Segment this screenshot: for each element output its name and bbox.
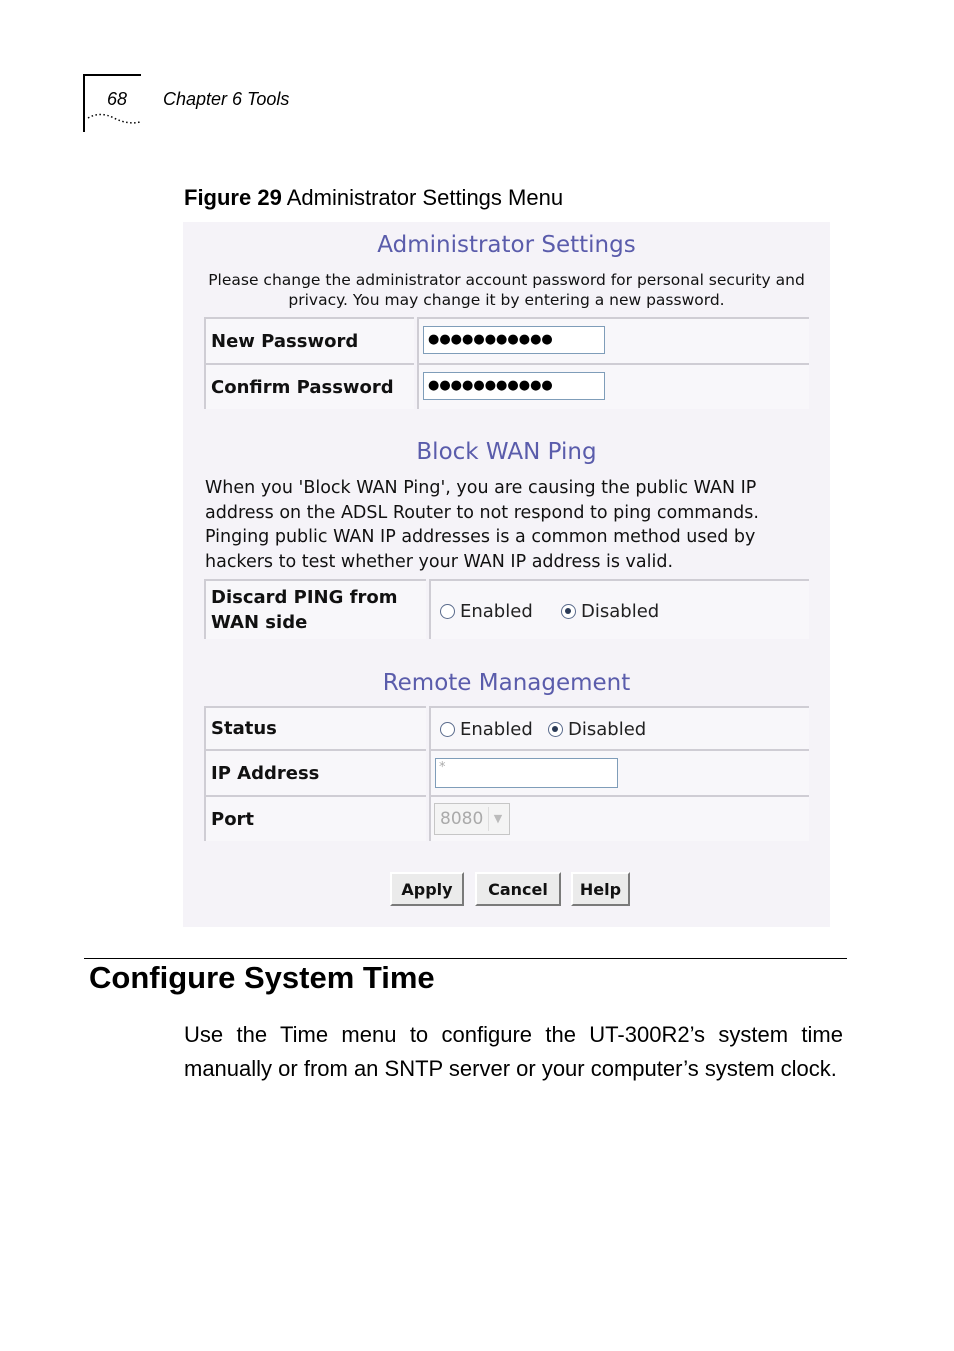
port-label: Port (204, 795, 426, 841)
label-line: Discard PING from (211, 587, 398, 608)
description-line: hackers to test whether your WAN IP address is valid. (205, 551, 674, 572)
status-row (204, 706, 809, 749)
apply-button[interactable]: Apply (390, 872, 464, 906)
remote-management-title: Remote Management (382, 670, 631, 696)
ping-enabled-radio[interactable] (440, 601, 533, 622)
radio-label: Disabled (581, 601, 660, 622)
admin-settings-panel (183, 222, 830, 927)
ip-address-input[interactable]: * (435, 758, 618, 788)
new-password-label: New Password (204, 317, 414, 363)
header-corner-line (83, 74, 85, 132)
block-wan-ping-title: Block WAN Ping (416, 439, 597, 465)
port-cell (429, 795, 809, 841)
ip-address-label: IP Address (204, 749, 426, 795)
discard-ping-label (204, 579, 426, 639)
status-cell (429, 706, 809, 749)
new-password-input[interactable]: ●●●●●●●●●●● (423, 326, 605, 354)
port-value: 8080 (440, 809, 484, 829)
new-password-cell (417, 317, 809, 363)
radio-selected-icon (561, 604, 576, 619)
section-body: Use the Time menu to configure the UT-300R2’s system time manually or from an SNTP server or your computer’s system clock. (184, 1022, 843, 1081)
figure-label: Figure 29 (184, 185, 282, 210)
port-row (204, 795, 809, 841)
description-line: Pinging public WAN IP addresses is a common method used by (205, 527, 756, 547)
radio-selected-icon (548, 722, 563, 737)
radio-label: Disabled (568, 719, 647, 740)
status-label: Status (204, 706, 426, 749)
admin-settings-description (183, 270, 830, 310)
radio-label: Enabled (460, 719, 533, 740)
figure-caption (184, 185, 563, 211)
new-password-row (204, 317, 809, 363)
description-line: privacy. You may change it by entering a new password. (288, 291, 725, 309)
ping-disabled-radio[interactable] (561, 601, 659, 622)
confirm-password-row (204, 363, 809, 409)
label-line: WAN side (211, 612, 308, 633)
radio-label: Enabled (460, 601, 533, 622)
chevron-down-icon: ▼ (488, 807, 507, 831)
ip-address-cell (429, 749, 809, 795)
port-select[interactable] (434, 803, 510, 835)
remote-disabled-radio[interactable] (548, 719, 646, 740)
description-line: When you 'Block WAN Ping', you are causing the public WAN IP (205, 478, 757, 498)
discard-ping-cell (429, 579, 809, 639)
confirm-password-input[interactable]: ●●●●●●●●●●● (423, 372, 605, 400)
discard-ping-row (204, 579, 809, 639)
description-line: address on the ADSL Router to not respond to ping commands. (205, 502, 759, 523)
confirm-password-label: Confirm Password (204, 363, 414, 409)
header-corner-line (83, 74, 141, 76)
help-button[interactable]: Help (571, 872, 630, 906)
admin-settings-title: Administrator Settings (377, 232, 636, 258)
figure-caption-text: Administrator Settings Menu (286, 185, 564, 210)
dotted-curve-decoration (86, 112, 142, 126)
section-heading: Configure System Time (89, 960, 435, 995)
cancel-button[interactable]: Cancel (475, 872, 561, 906)
confirm-password-cell (417, 363, 809, 409)
remote-enabled-radio[interactable] (440, 719, 533, 740)
chapter-title: Chapter 6 Tools (163, 89, 290, 109)
description-line: Please change the administrator account password for personal security and (208, 271, 805, 289)
ip-address-row (204, 749, 809, 795)
radio-off-icon (440, 604, 455, 619)
block-wan-ping-description (205, 476, 805, 574)
section-rule (84, 958, 847, 959)
radio-off-icon (440, 722, 455, 737)
page-number: 68 (107, 89, 128, 109)
